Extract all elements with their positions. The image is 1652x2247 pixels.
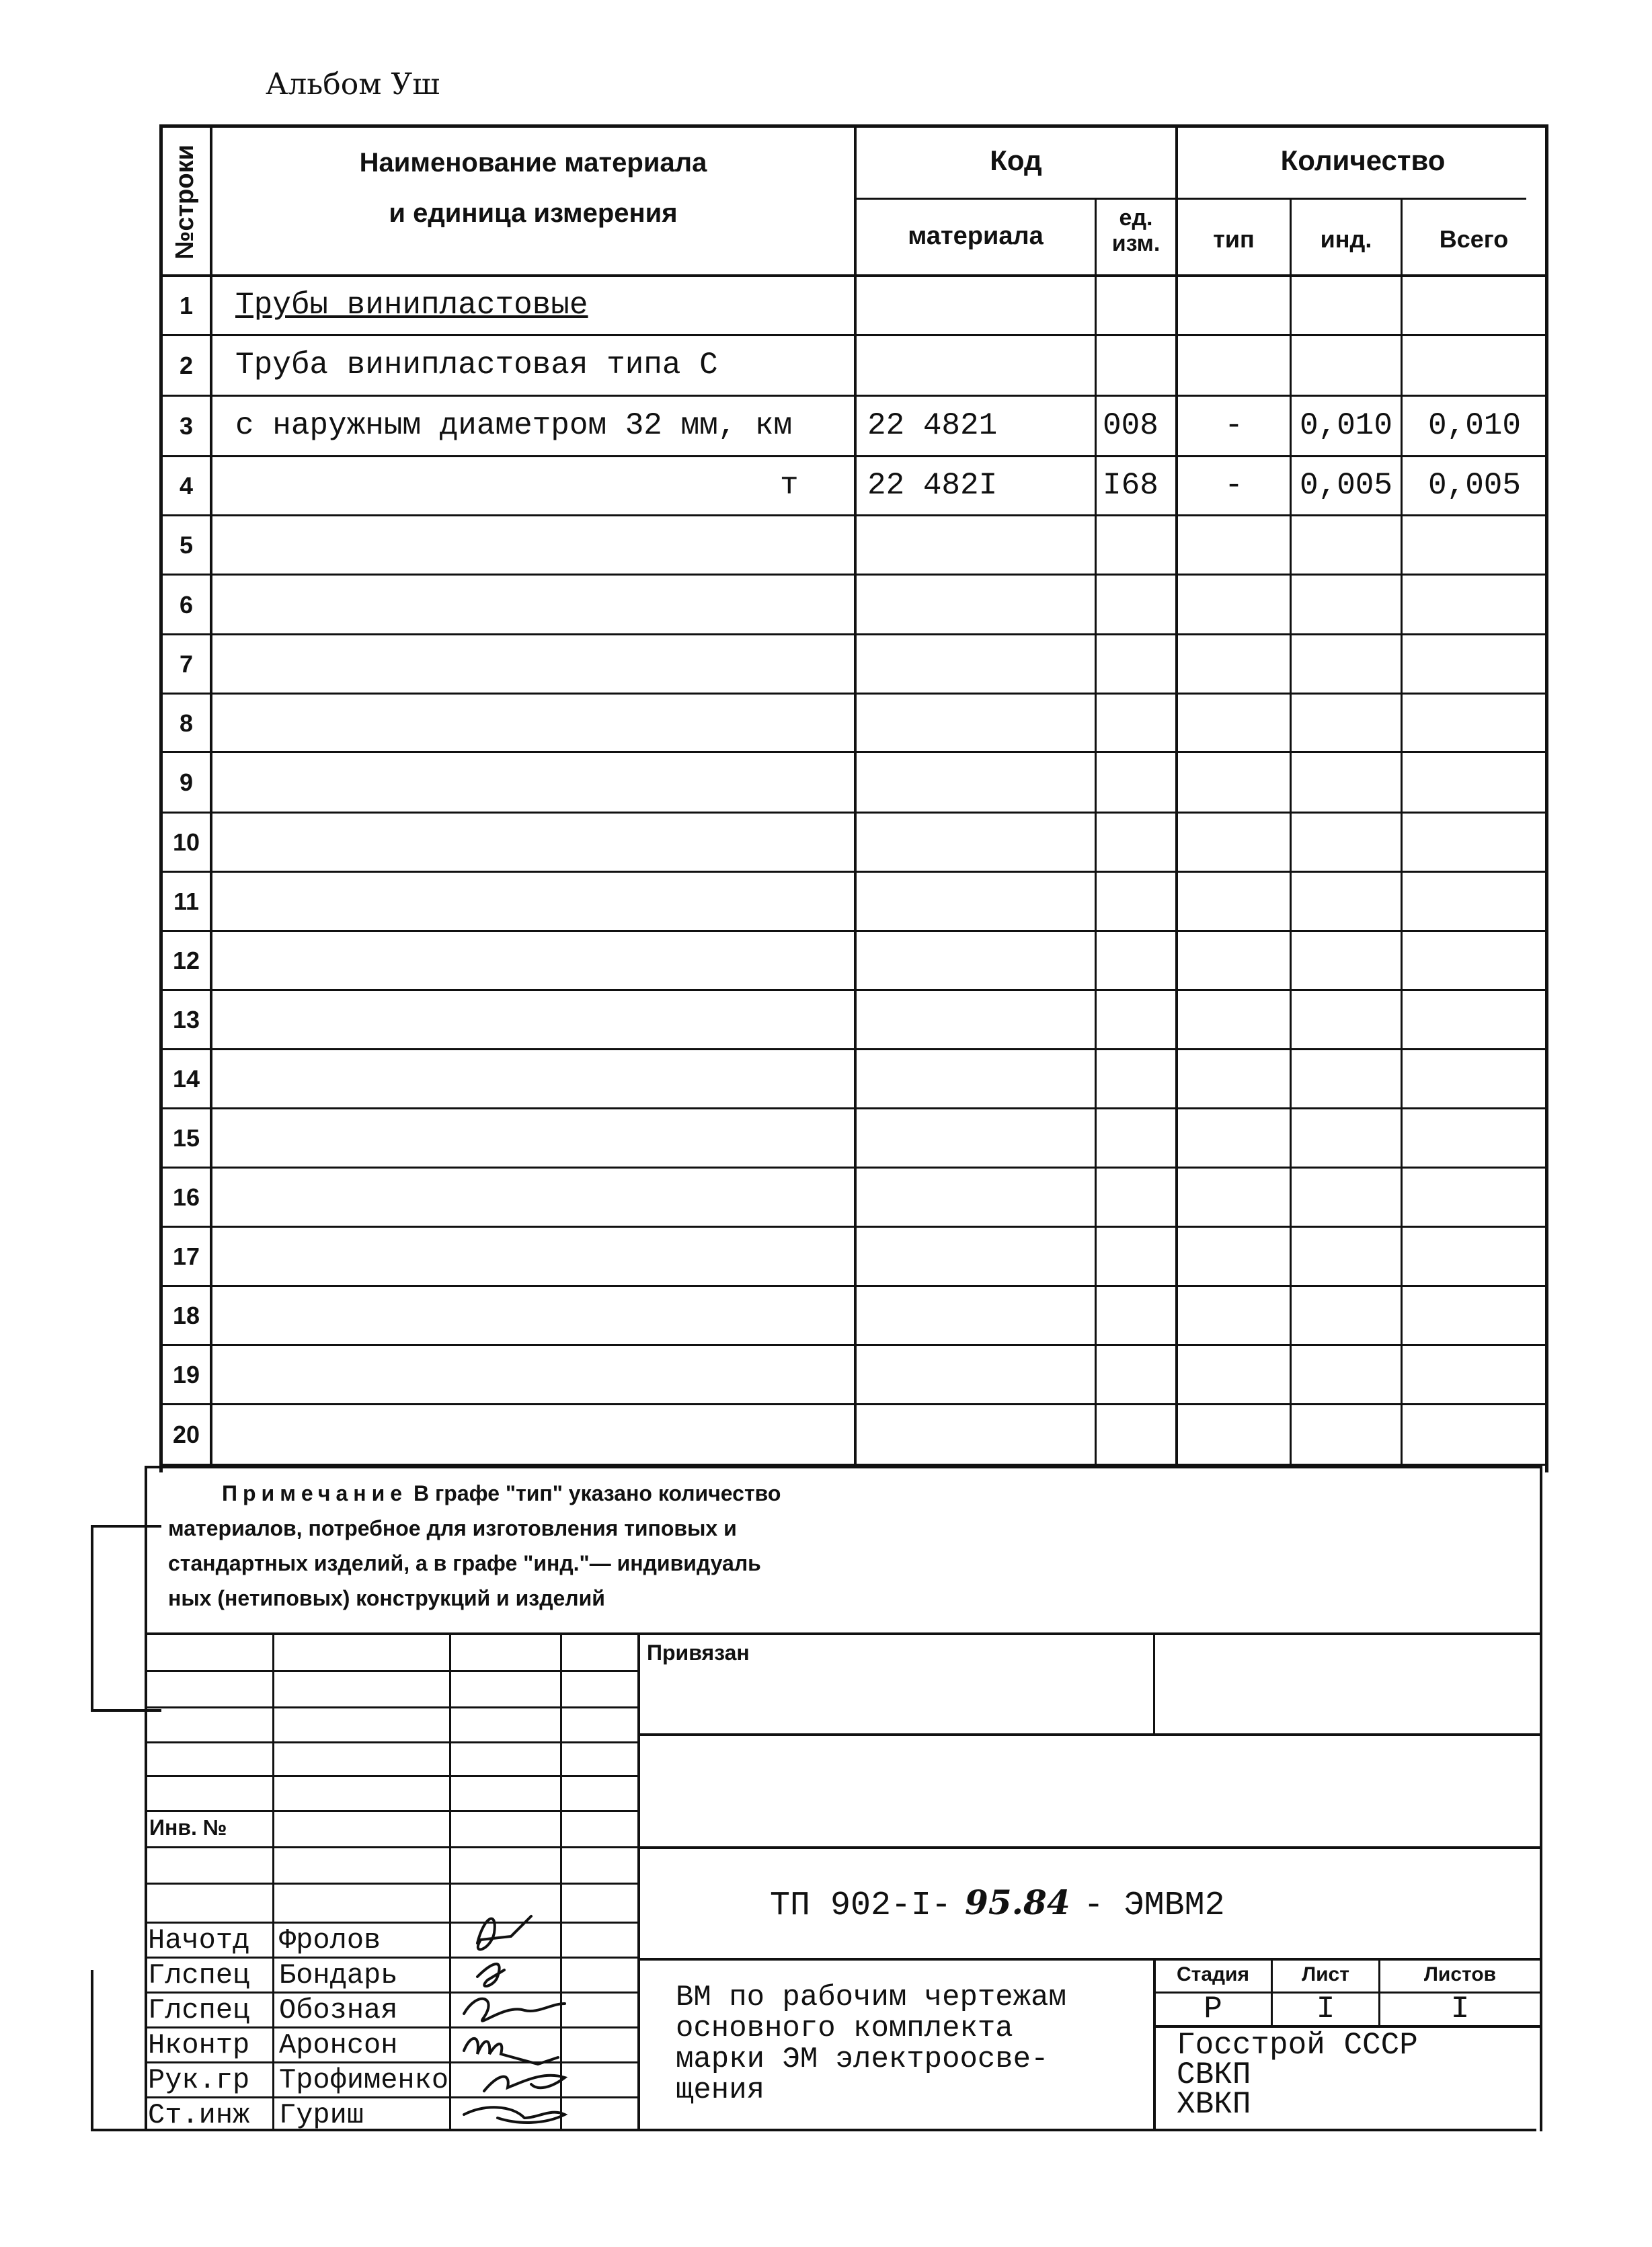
row-number: 11 (173, 888, 200, 915)
signatory-role: Глспец (148, 1959, 250, 1992)
signatory-name: Обозная (279, 1994, 398, 2026)
signature-aronson (464, 2039, 558, 2064)
row-number: 10 (172, 828, 200, 856)
stage-label: Стадия (1176, 1963, 1250, 1985)
doc-code-number: 95.84 (965, 1883, 1070, 1922)
doc-code-prefix: ТП 902-I- (770, 1887, 952, 1925)
material-name: Труба винипластовая типа С (235, 348, 718, 383)
header-name-line1: Наименование материала (359, 148, 707, 178)
material-name: т (780, 468, 799, 503)
doc-title (676, 1982, 1066, 2106)
signatures (457, 1903, 639, 2125)
header-quantity: Количество (1280, 145, 1446, 176)
album-label: Альбом Уш (266, 67, 440, 102)
note-lead: Примечание (222, 1481, 408, 1505)
header-name-line2: и единица измерения (389, 198, 678, 228)
qty-total: 0,010 (1427, 408, 1522, 443)
doc-title-line: основного комплекта (676, 2012, 1013, 2045)
unit-code: 008 (1103, 408, 1158, 443)
note-line: стандартных изделий, а в графе "инд."— индивидуаль (168, 1551, 761, 1575)
signatory-name: Бондарь (279, 1959, 398, 1992)
signature-frolov (477, 1916, 531, 1949)
org-line: Госстрой СССР (1177, 2028, 1418, 2063)
row-number: 1 (179, 292, 194, 319)
sheets-label: Листов (1423, 1963, 1497, 1985)
sheet-label: Лист (1302, 1963, 1349, 1985)
sheets-value: I (1450, 1992, 1470, 2026)
row-number: 16 (172, 1183, 200, 1211)
row-number: 19 (172, 1361, 200, 1388)
signature-gurish (464, 2107, 565, 2123)
signatory-name: Трофименко (279, 2064, 449, 2096)
material-name: Трубы винипластовые (235, 288, 588, 323)
note-line: В графе "тип" указано количество (413, 1481, 781, 1505)
material-code: 22 482I (867, 468, 998, 503)
header-qty-type: тип (1213, 225, 1255, 253)
stage-value: Р (1204, 1992, 1222, 2026)
note (168, 1476, 941, 1616)
row-number: 13 (172, 1006, 200, 1033)
row-number: 3 (179, 412, 194, 440)
row-number: 4 (179, 472, 194, 500)
qty-ind: 0,010 (1299, 408, 1393, 443)
qty-type: - (1224, 468, 1243, 503)
doc-code (770, 1883, 1225, 1925)
signatory-name: Аронсон (279, 2029, 398, 2061)
note-line: ных (нетиповых) конструкций и изделий (168, 1586, 605, 1610)
signature-oboznaya (464, 1999, 565, 2021)
row-number: 17 (172, 1243, 200, 1270)
row-number: 5 (179, 531, 194, 559)
signatory-name: Гуриш (279, 2099, 364, 2131)
material-code: 22 4821 (867, 408, 998, 443)
signatory-name: Фролов (279, 1924, 381, 1957)
signature-trofimenko (484, 2076, 565, 2091)
signatory-role: Начотд (148, 1924, 250, 1957)
row-number: 9 (179, 768, 194, 796)
row-number: 7 (179, 650, 194, 678)
signatory-role: Глспец (148, 1994, 250, 2026)
organization (1177, 2028, 1418, 2122)
signatory-role: Рук.гр (148, 2064, 250, 2096)
doc-title-line: марки ЭМ электроосве- (676, 2043, 1049, 2076)
inv-no-label: Инв. № (149, 1815, 227, 1840)
row-number: 6 (179, 590, 194, 619)
signatory-role: Ст.инж (148, 2099, 250, 2131)
row-number: 12 (172, 947, 200, 974)
org-line: СВКП (1177, 2057, 1251, 2092)
qty-ind: 0,005 (1299, 468, 1393, 503)
signature-bondar (477, 1964, 504, 1986)
org-line: ХВКП (1177, 2087, 1251, 2122)
signatory-role: Нконтр (148, 2029, 250, 2061)
row-number: 15 (172, 1124, 200, 1152)
qty-total: 0,005 (1427, 468, 1522, 503)
header-code-unit: ед. изм. (1111, 205, 1161, 256)
row-number: 18 (172, 1302, 200, 1329)
doc-title-line: щения (676, 2074, 765, 2107)
row-number: 14 (172, 1065, 200, 1093)
material-name: с наружным диаметром 32 мм, км (235, 408, 793, 443)
row-number: 20 (172, 1421, 200, 1448)
row-number: 2 (179, 352, 194, 379)
header-code: Код (990, 145, 1042, 176)
doc-title-line: ВМ по рабочим чертежам (676, 1981, 1066, 2014)
doc-code-suffix: - ЭМВМ2 (1083, 1887, 1225, 1925)
privyazan-label: Привязан (647, 1641, 750, 1665)
row-number: 8 (179, 709, 194, 737)
header-qty-total: Всего (1439, 225, 1509, 253)
qty-type: - (1224, 408, 1243, 443)
unit-code: I68 (1103, 468, 1158, 503)
sheet-value: I (1316, 1992, 1335, 2026)
note-line: материалов, потребное для изготовления типовых и (168, 1516, 737, 1540)
header-row-number: №строки (170, 144, 199, 260)
header-qty-ind: инд. (1320, 225, 1372, 253)
header-code-material: материала (908, 222, 1044, 250)
